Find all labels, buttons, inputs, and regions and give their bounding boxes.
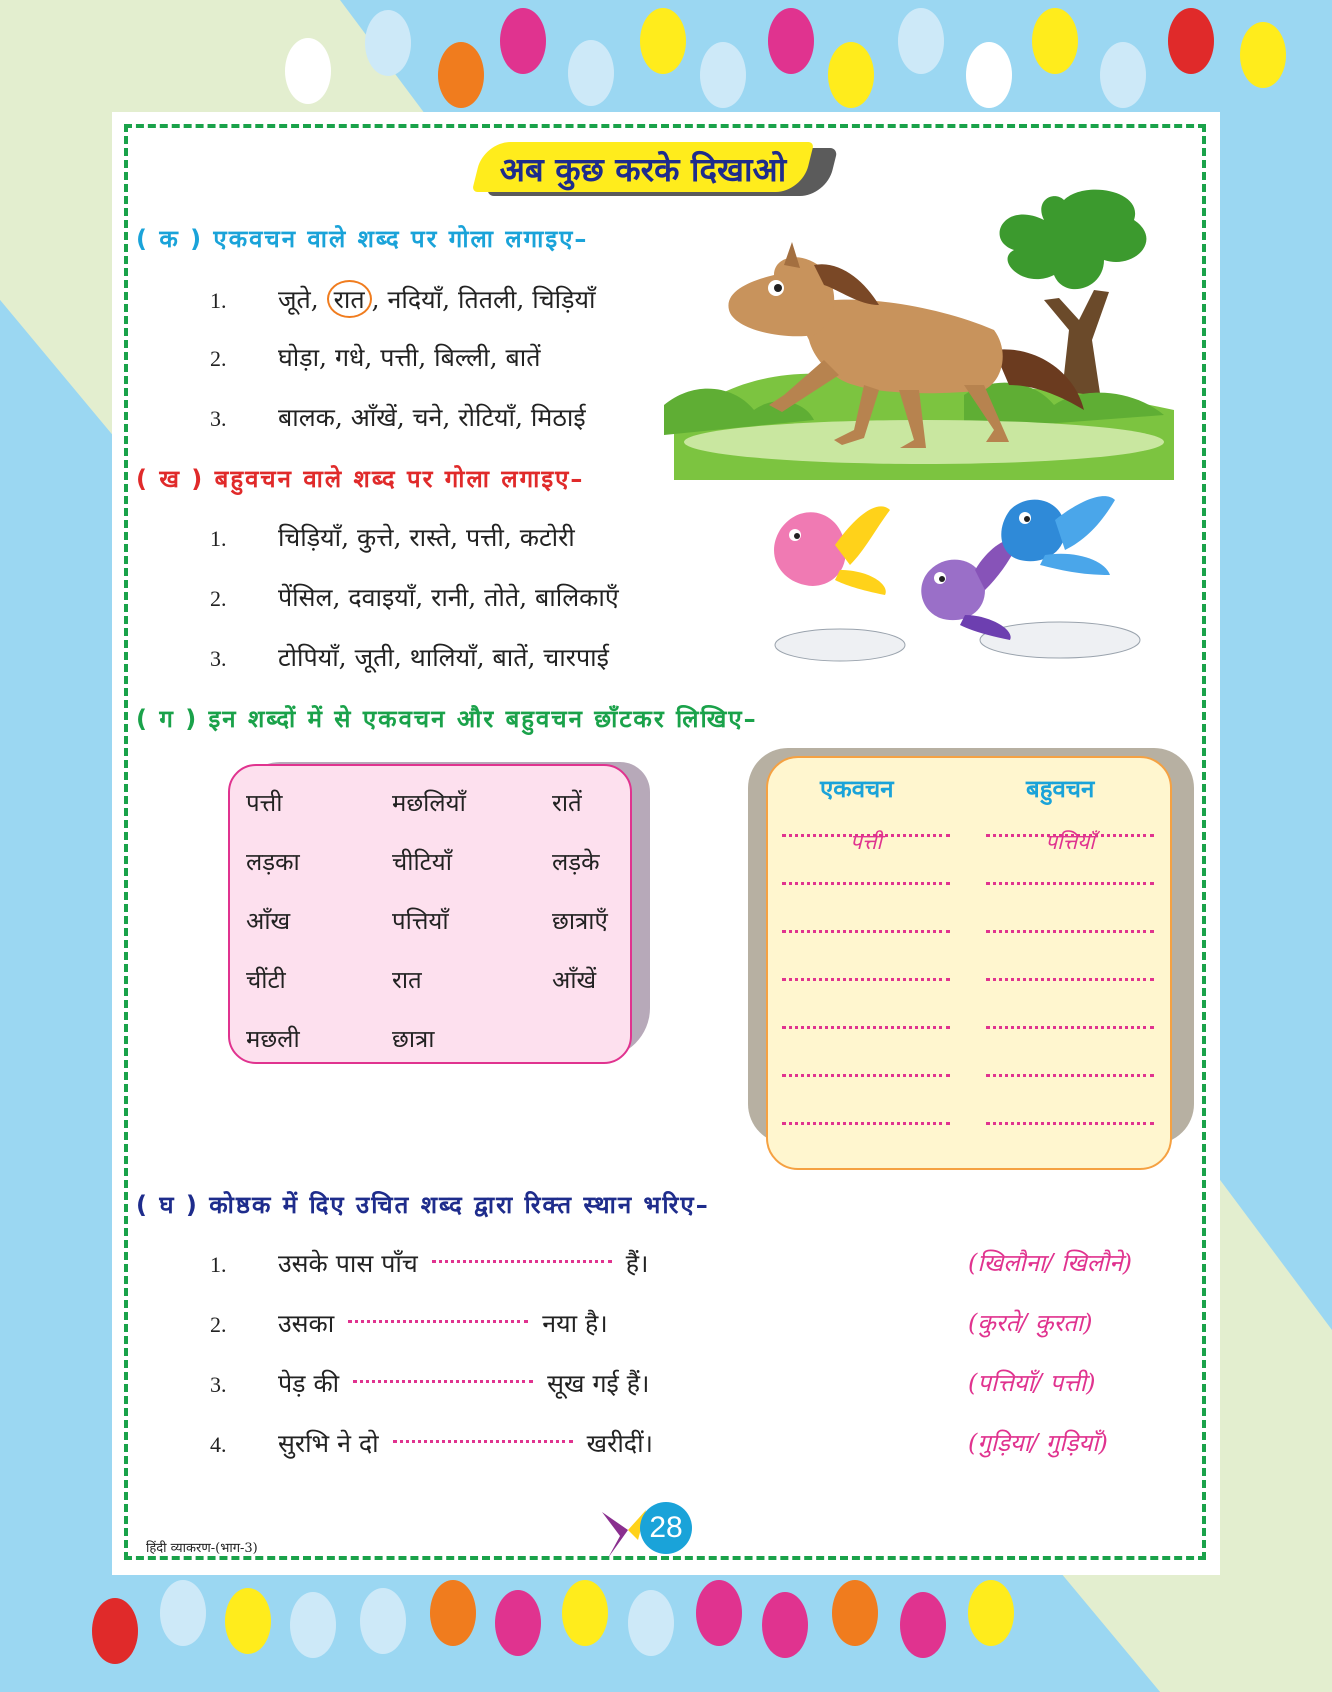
row-number: 1. [210, 288, 227, 313]
page-title: अब कुछ करके दिखाओ [499, 150, 787, 189]
answer-line[interactable] [782, 1074, 950, 1077]
word-item: छात्रा [392, 1025, 435, 1053]
word-item: पत्ती [246, 789, 283, 817]
column-heading-plural: बहुवचन [1026, 775, 1095, 803]
options-hint: (पत्तियाँ/ पत्ती) [968, 1369, 1096, 1397]
example-singular: पत्ती [850, 830, 882, 854]
options-hint: (कुरते/ कुरता) [968, 1309, 1093, 1337]
fill-blank[interactable] [353, 1380, 533, 1383]
word-item: पत्तियाँ [392, 907, 449, 935]
page-number: 28 [640, 1502, 692, 1554]
fill-blank[interactable] [432, 1260, 612, 1263]
row-number: 2. [210, 346, 227, 371]
word-item: चींटी [246, 966, 286, 994]
answer-line[interactable] [782, 834, 950, 837]
answer-line[interactable] [986, 1026, 1154, 1029]
word-item: लड़के [552, 848, 600, 876]
row-number: 4. [210, 1432, 227, 1457]
section-ga-heading: ( ग ) इन शब्दों में से एकवचन और बहुवचन छाँटकर लिखिए– [136, 705, 758, 733]
answer-line[interactable] [986, 1122, 1154, 1125]
answer-line[interactable] [782, 930, 950, 933]
birds-illustration [740, 490, 1180, 690]
column-heading-singular: एकवचन [820, 775, 894, 803]
fill-blank[interactable] [393, 1440, 573, 1443]
section-ka-heading: ( क ) एकवचन वाले शब्द पर गोला लगाइए– [136, 225, 589, 253]
gha-row-2: 2. उसका नया है। [210, 1309, 608, 1338]
answer-line[interactable] [782, 978, 950, 981]
word-item: आँख [246, 907, 291, 935]
book-title-footer: हिंदी व्याकरण-(भाग-3) [146, 1541, 258, 1556]
word-item: रात [392, 966, 422, 994]
answer-line[interactable] [986, 834, 1154, 837]
answer-line[interactable] [782, 1026, 950, 1029]
row-number: 3. [210, 646, 227, 671]
answer-line[interactable] [782, 1122, 950, 1125]
ka-row-1: 1. जूते, रात , नदियाँ, तितली, चिड़ियाँ [210, 280, 595, 318]
horse-illustration [664, 180, 1184, 490]
row-number: 1. [210, 1252, 227, 1277]
circled-word: रात [327, 280, 372, 318]
answer-line[interactable] [986, 978, 1154, 981]
word-item: मछलियाँ [392, 789, 466, 817]
row-number: 3. [210, 406, 227, 431]
gha-row-4: 4. सुरभि ने दो खरीदीं। [210, 1429, 654, 1458]
row-number: 2. [210, 1312, 227, 1337]
row-number: 2. [210, 586, 227, 611]
word-item: आँखें [552, 966, 597, 994]
kha-row-3: 3. टोपियाँ, जूती, थालियाँ, बातें, चारपाई [210, 643, 609, 672]
answer-table [766, 756, 1172, 1170]
fill-blank[interactable] [348, 1320, 528, 1323]
ka-row-3: 3. बालक, आँखें, चने, रोटियाँ, मिठाई [210, 403, 586, 432]
row-number: 3. [210, 1372, 227, 1397]
example-plural: पत्तियाँ [1045, 830, 1095, 854]
word-item: रातें [552, 789, 582, 817]
word-item: छात्राएँ [552, 907, 608, 935]
ka-row-2: 2. घोड़ा, गधे, पत्ती, बिल्ली, बातें [210, 343, 541, 372]
options-hint: (खिलौना/ खिलौने) [968, 1249, 1132, 1277]
section-kha-heading: ( ख ) बहुवचन वाले शब्द पर गोला लगाइए– [136, 465, 585, 493]
answer-line[interactable] [986, 882, 1154, 885]
options-hint: (गुड़िया/ गुड़ियाँ) [968, 1429, 1108, 1457]
kha-row-1: 1. चिड़ियाँ, कुत्ते, रास्ते, पत्ती, कटोरी [210, 523, 575, 552]
answer-line[interactable] [782, 882, 950, 885]
section-gha-heading: ( घ ) कोष्ठक में दिए उचित शब्द द्वारा रिक्त स्थान भरिए– [136, 1191, 710, 1219]
answer-line[interactable] [986, 1074, 1154, 1077]
row-number: 1. [210, 526, 227, 551]
word-item: चीटियाँ [392, 848, 452, 876]
word-item: लड़का [246, 848, 300, 876]
gha-row-1: 1. उसके पास पाँच हैं। [210, 1249, 649, 1278]
gha-row-3: 3. पेड़ की सूख गई हैं। [210, 1369, 650, 1398]
kha-row-2: 2. पेंसिल, दवाइयाँ, रानी, तोते, बालिकाएँ [210, 583, 619, 612]
decorative-dots-top [0, 0, 1332, 110]
answer-line[interactable] [986, 930, 1154, 933]
decorative-dots-bottom [0, 1580, 1332, 1690]
word-item: मछली [246, 1025, 300, 1053]
